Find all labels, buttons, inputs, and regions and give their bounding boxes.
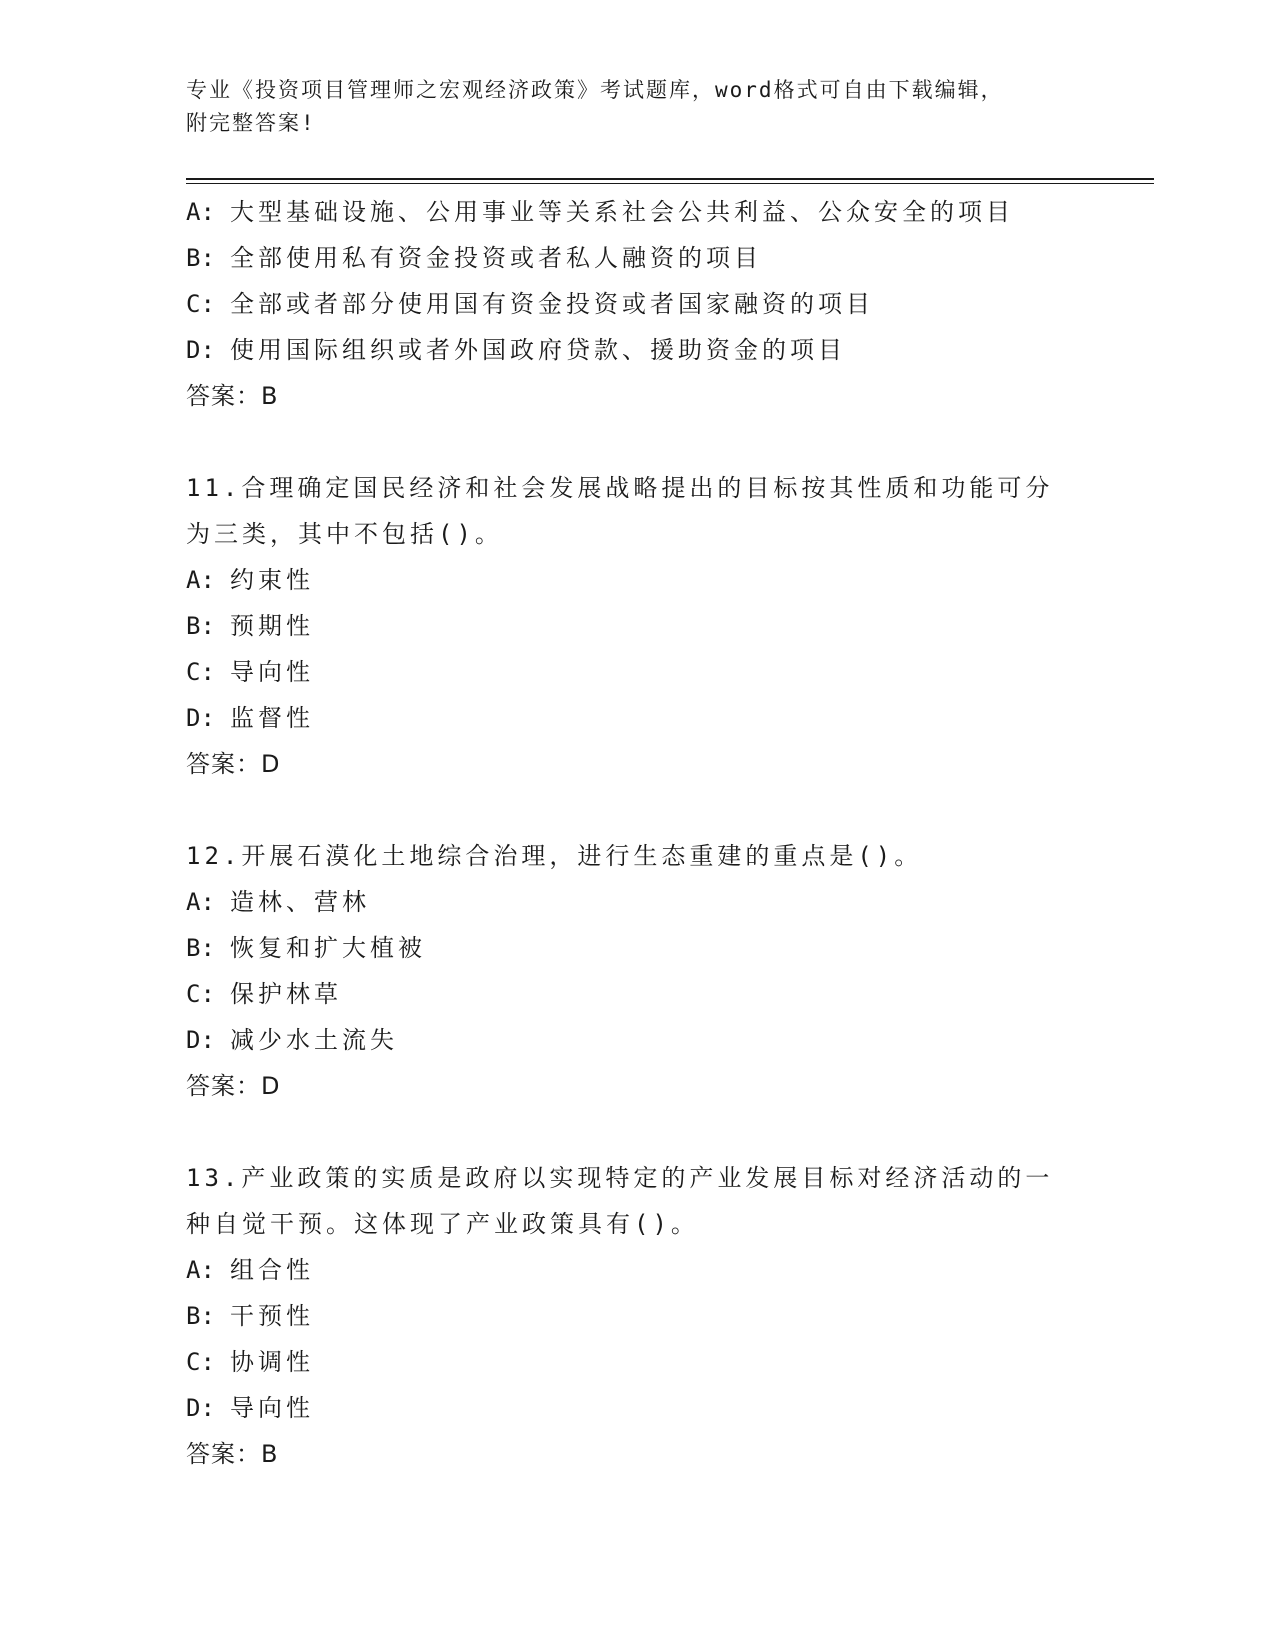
question-stem: 为三类，其中不包括()。 [186,520,503,548]
option-text: 造林、营林 [230,888,370,916]
question-11 [186,465,1086,787]
header-line-1: 专业《投资项目管理师之宏观经济政策》考试题库，word格式可自由下载编辑， [186,78,1004,102]
option-text: 预期性 [230,612,314,640]
option-letter: A: [186,198,215,226]
option-text: 大型基础设施、公用事业等关系社会公共利益、公众安全的项目 [230,198,1014,226]
question-stem: 12.开展石漠化土地综合治理，进行生态重建的重点是()。 [186,842,923,870]
option-text: 协调性 [230,1348,314,1376]
option-text: 监督性 [230,704,314,732]
option-letter: C: [186,980,215,1008]
option-text: 导向性 [230,658,314,686]
header-divider-thick [186,178,1154,180]
answer: 答案：D [186,750,281,778]
header-line-2: 附完整答案! [186,111,316,135]
option-text: 全部或者部分使用国有资金投资或者国家融资的项目 [230,290,874,318]
option-a [186,1247,1086,1293]
document-header [186,74,1086,140]
option-d [186,1385,1086,1431]
question-12 [186,833,1086,1109]
option-letter: A: [186,566,215,594]
option-text: 组合性 [230,1256,314,1284]
option-text: 干预性 [230,1302,314,1330]
option-a [186,879,1086,925]
header-divider-thin [186,183,1154,184]
option-b [186,603,1086,649]
answer: 答案：B [186,382,279,410]
option-b [186,1293,1086,1339]
option-letter: C: [186,658,215,686]
question-13 [186,1155,1086,1477]
option-d [186,1017,1086,1063]
option-text: 导向性 [230,1394,314,1422]
answer: 答案：B [186,1440,279,1468]
option-c [186,281,1086,327]
option-b [186,925,1086,971]
option-letter: C: [186,290,215,318]
option-text: 保护林草 [230,980,342,1008]
option-letter: B: [186,934,215,962]
option-c [186,971,1086,1017]
option-text: 恢复和扩大植被 [230,934,426,962]
option-text: 减少水土流失 [230,1026,398,1054]
option-letter: D: [186,1394,215,1422]
option-a [186,189,1086,235]
option-c [186,649,1086,695]
option-d [186,327,1086,373]
option-letter: B: [186,1302,215,1330]
option-letter: D: [186,1026,215,1054]
question-list [186,189,1086,1477]
option-letter: C: [186,1348,215,1376]
spacer [186,787,1086,833]
option-c [186,1339,1086,1385]
option-b [186,235,1086,281]
question-stem: 种自觉干预。这体现了产业政策具有()。 [186,1210,699,1238]
question-stem: 11.合理确定国民经济和社会发展战略提出的目标按其性质和功能可分 [186,474,1054,502]
option-letter: D: [186,336,215,364]
option-d [186,695,1086,741]
spacer [186,419,1086,465]
option-letter: A: [186,888,215,916]
option-letter: D: [186,704,215,732]
question-10 [186,189,1086,419]
option-letter: B: [186,612,215,640]
spacer [186,1109,1086,1155]
option-a [186,557,1086,603]
answer: 答案：D [186,1072,281,1100]
option-text: 全部使用私有资金投资或者私人融资的项目 [230,244,762,272]
option-letter: A: [186,1256,215,1284]
option-text: 约束性 [230,566,314,594]
question-stem: 13.产业政策的实质是政府以实现特定的产业发展目标对经济活动的一 [186,1164,1054,1192]
option-text: 使用国际组织或者外国政府贷款、援助资金的项目 [230,336,846,364]
option-letter: B: [186,244,215,272]
